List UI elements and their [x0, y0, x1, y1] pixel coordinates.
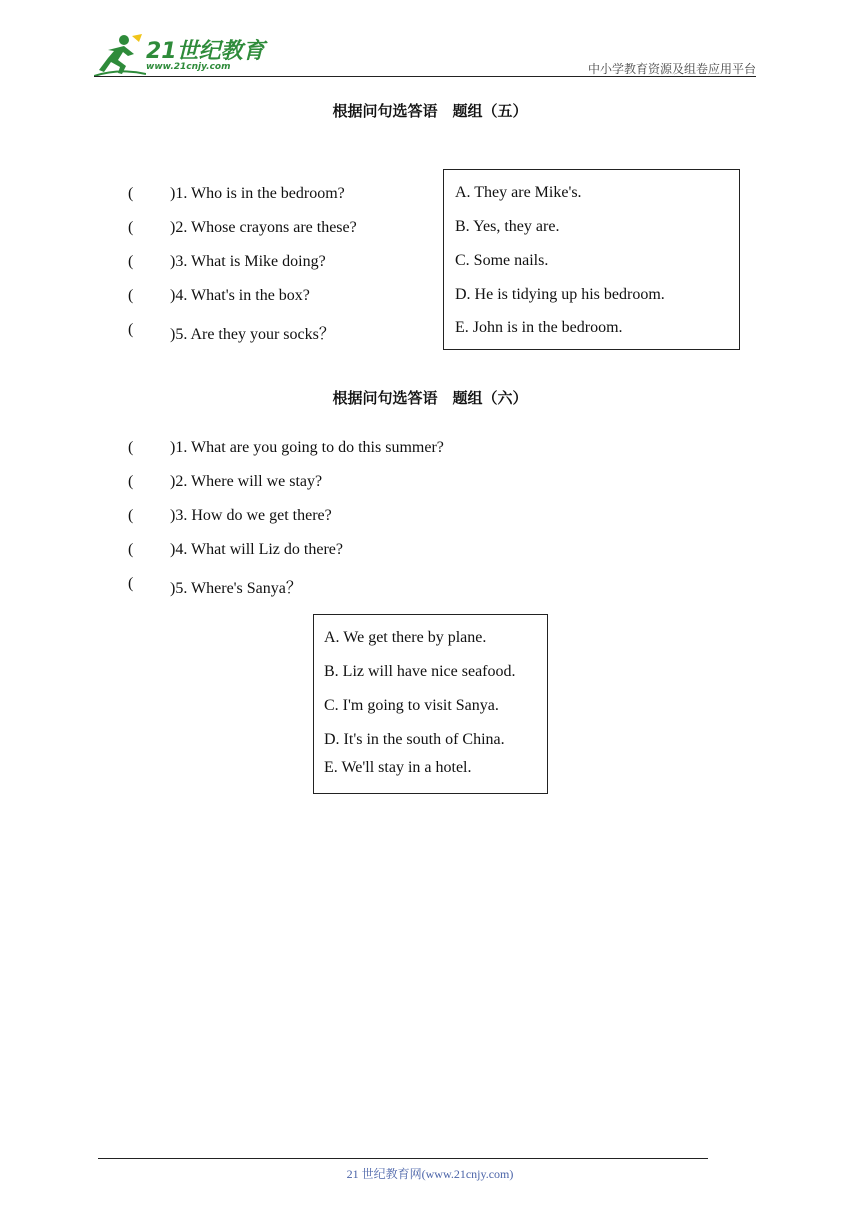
logo-text: 21世纪教育 [146, 39, 265, 64]
group6-option-b: B. Liz will have nice seafood. [324, 663, 516, 680]
group6-q3-paren: ( [128, 507, 134, 524]
group5-q4-paren: ( [128, 287, 134, 304]
group6-option-e: E. We'll stay in a hotel. [324, 759, 472, 776]
group5-answer-box [443, 169, 740, 350]
group5-q4-text: )4. What's in the box? [170, 287, 310, 304]
group6-q5-paren: ( [128, 575, 134, 592]
group6-option-d: D. It's in the south of China. [324, 731, 505, 748]
group6-q3-text: )3. How do we get there? [170, 507, 332, 524]
group5-q2-text: )2. Whose crayons are these? [170, 219, 357, 236]
group6-q1-paren: ( [128, 439, 134, 456]
group5-option-b: B. Yes, they are. [455, 218, 560, 235]
group5-q3-paren: ( [128, 253, 134, 270]
site-logo [94, 32, 264, 78]
group5-q3-text: )3. What is Mike doing? [170, 253, 326, 270]
group5-option-e: E. John is in the bedroom. [455, 319, 623, 336]
group5-q2-paren: ( [128, 219, 134, 236]
group6-q4-paren: ( [128, 541, 134, 558]
group6-title: 根据问句选答语 题组（六） [332, 389, 528, 407]
platform-name: 中小学教育资源及组卷应用平台 [587, 62, 756, 76]
group5-q5-text: )5. Are they your socks？ [170, 326, 335, 343]
group5-title: 根据问句选答语 题组（五） [332, 102, 528, 120]
footer-text: 21 世纪教育网(www.21cnjy.com) [346, 1167, 514, 1181]
group5-option-d: D. He is tidying up his bedroom. [455, 286, 665, 303]
group6-answer-box [313, 614, 548, 794]
footer-divider [98, 1158, 708, 1159]
logo-url: www.21cnjy.com [146, 62, 231, 72]
group6-option-c: C. I'm going to visit Sanya. [324, 697, 499, 714]
group6-q2-paren: ( [128, 473, 134, 490]
group5-q1-paren: ( [128, 185, 134, 202]
runner-logo-icon [94, 32, 146, 78]
group6-q1-text: )1. What are you going to do this summer? [170, 439, 444, 456]
group6-q4-text: )4. What will Liz do there? [170, 541, 343, 558]
group5-q5-paren: ( [128, 321, 134, 338]
header-divider [94, 76, 756, 77]
group6-q5-text: )5. Where's Sanya？ [170, 580, 302, 597]
group6-option-a: A. We get there by plane. [324, 629, 487, 646]
group5-option-a: A. They are Mike's. [455, 184, 582, 201]
group6-q2-text: )2. Where will we stay? [170, 473, 323, 490]
group5-q1-text: )1. Who is in the bedroom? [170, 185, 345, 202]
group5-option-c: C. Some nails. [455, 252, 549, 269]
